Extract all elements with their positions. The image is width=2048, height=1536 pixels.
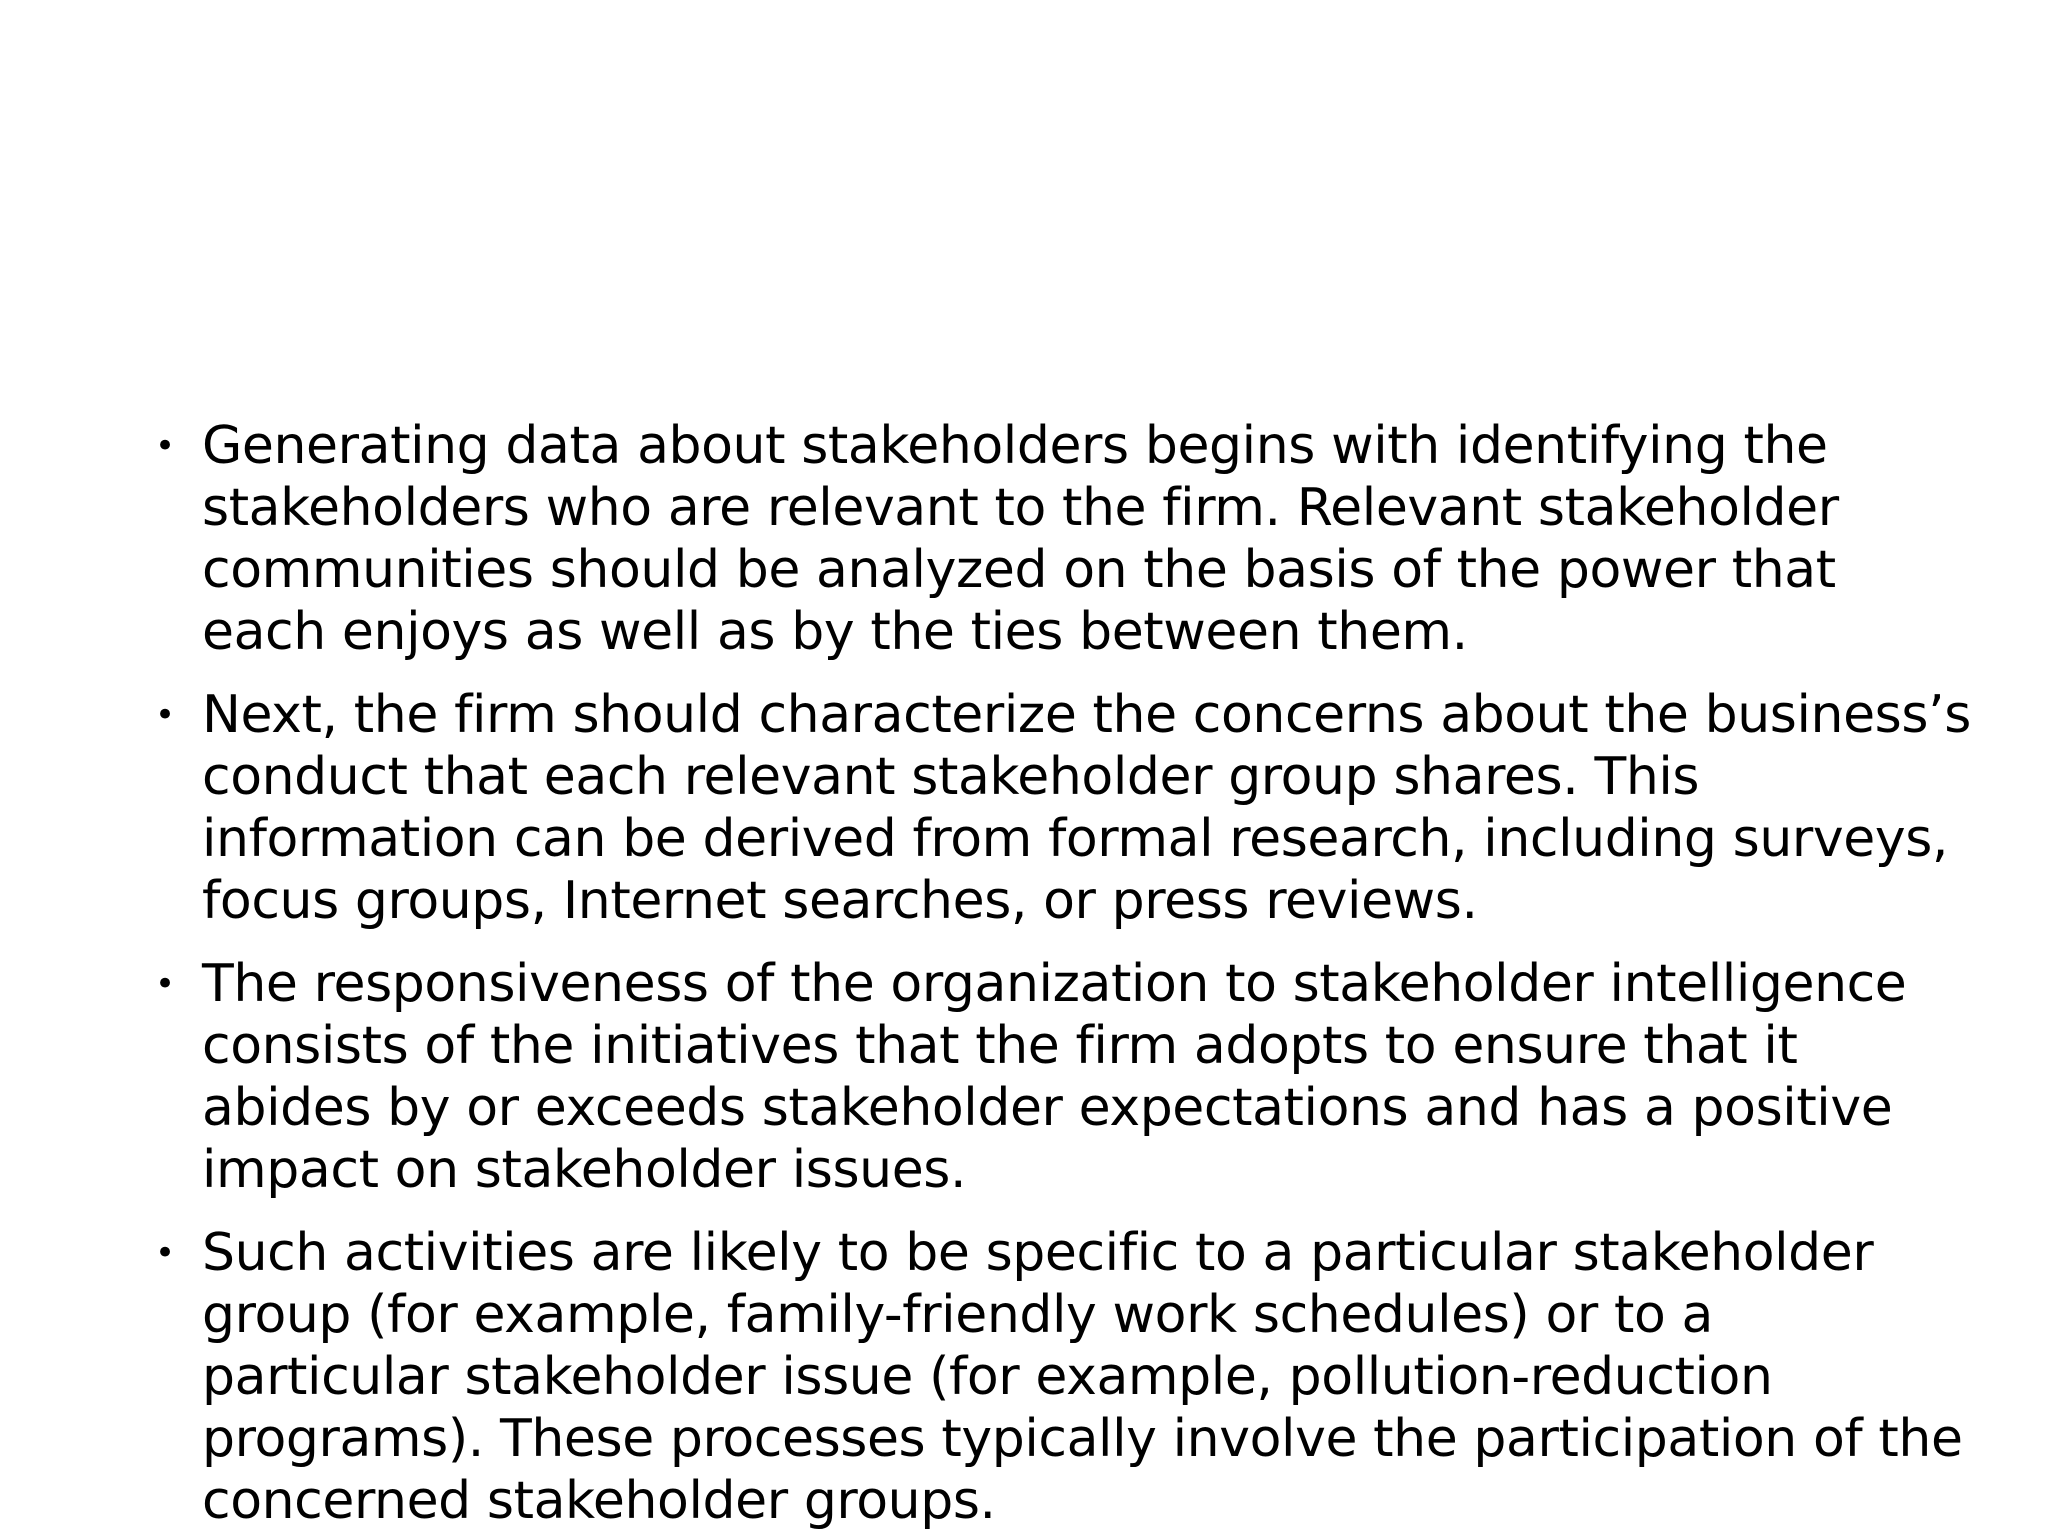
- bullet-text-line: communities should be analyzed on the basis of the power that: [202, 540, 1836, 600]
- bullet-text-line: focus groups, Internet searches, or press reviews.: [202, 871, 1478, 931]
- bullet-item-2: [155, 684, 1971, 932]
- bullet-text-line: particular stakeholder issue (for example, pollution-reduction: [202, 1347, 1773, 1407]
- bullet-dot-icon: •: [155, 1233, 175, 1273]
- bullet-text-line: abides by or exceeds stakeholder expectations and has a positive: [202, 1078, 1893, 1138]
- bullet-text-line: Next, the firm should characterize the concerns about the business’s: [202, 685, 1971, 745]
- bullet-item-4: [155, 1222, 1963, 1532]
- bullet-text-line: conduct that each relevant stakeholder group shares. This: [202, 747, 1700, 807]
- bullet-text-line: Such activities are likely to be specific to a particular stakeholder: [202, 1223, 1874, 1283]
- bullet-text-line: impact on stakeholder issues.: [202, 1140, 967, 1200]
- bullet-item-3: [155, 953, 1955, 1201]
- bullet-text-line: each enjoys as well as by the ties between them.: [202, 602, 1468, 662]
- bullet-text-line: stakeholders who are relevant to the firm. Relevant stakeholder: [202, 478, 1839, 538]
- bullet-item-1: [155, 415, 1955, 663]
- bullet-text-line: group (for example, family-friendly work schedules) or to a: [202, 1285, 1713, 1345]
- bullet-dot-icon: •: [155, 964, 175, 1004]
- bullet-text-line: programs). These processes typically involve the participation of the: [202, 1409, 1963, 1469]
- bullet-text-line: information can be derived from formal research, including surveys,: [202, 809, 1949, 869]
- bullet-text-line: consists of the initiatives that the firm adopts to ensure that it: [202, 1016, 1798, 1076]
- bullet-text-line: concerned stakeholder groups.: [202, 1471, 996, 1531]
- bullet-text-line: The responsiveness of the organization to stakeholder intelligence: [202, 954, 1907, 1014]
- bullet-dot-icon: •: [155, 695, 175, 735]
- bullet-text-line: Generating data about stakeholders begins with identifying the: [202, 416, 1828, 476]
- bullet-dot-icon: •: [155, 426, 175, 466]
- bullet-list: [155, 415, 1971, 1532]
